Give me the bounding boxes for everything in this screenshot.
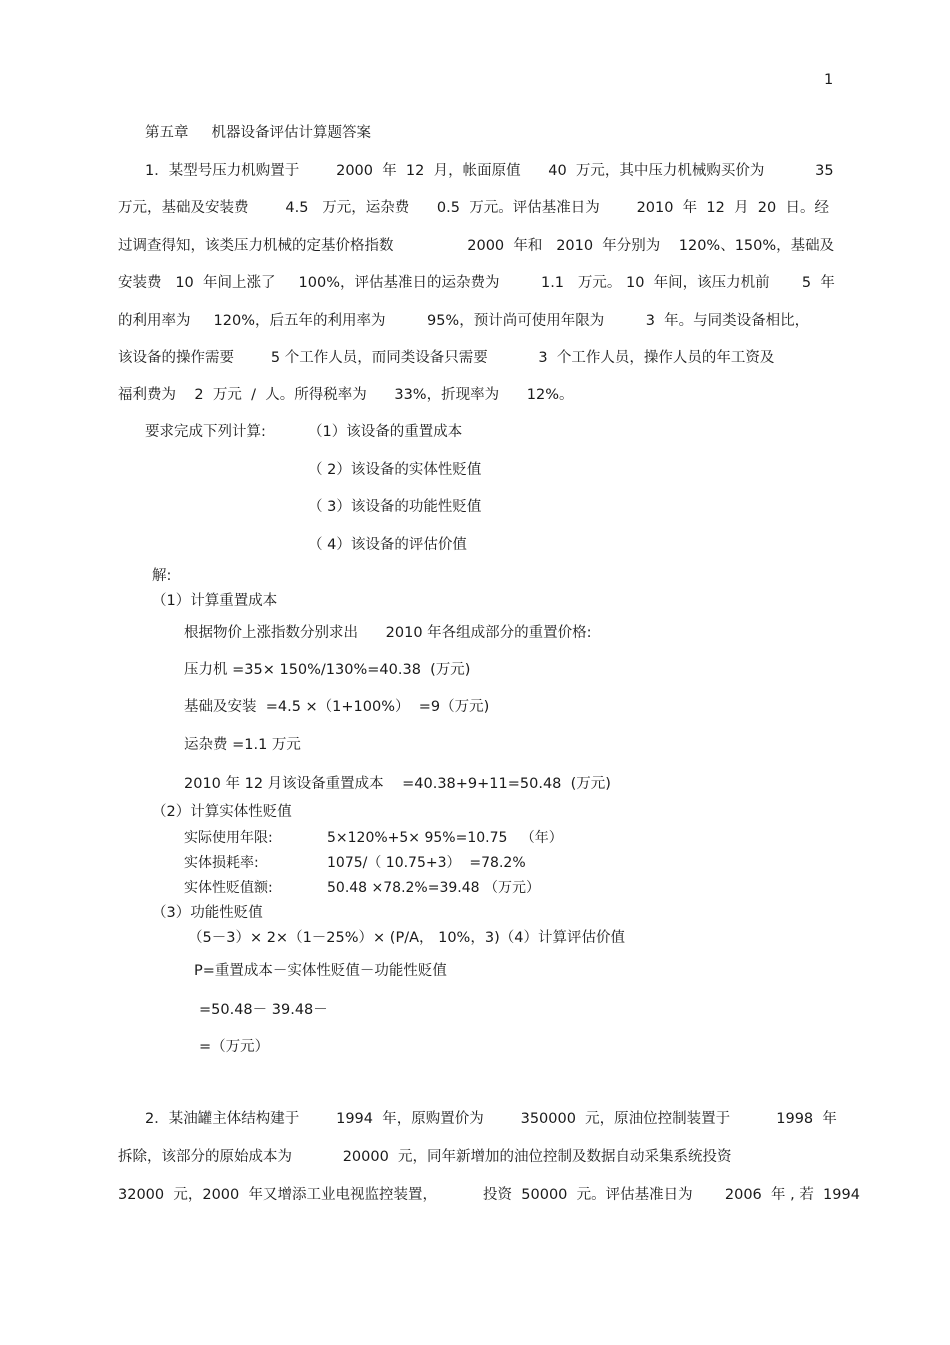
q2-line: 拆除，该部分的原始成本为 20000 元，同年新增加的油位控制及数据自动采集系统投资 xyxy=(118,1149,732,1165)
step-2-key: 实体性贬值额: xyxy=(184,880,273,896)
task-item: （ 2）该设备的实体性贬值 xyxy=(308,462,482,478)
step-1-line: 压力机 =35× 150%/130%=40.38 (万元) xyxy=(184,662,471,678)
q1-line: 该设备的操作需要 5 个工作人员，而同类设备只需要 3 个工作人员，操作人员的年工资及 xyxy=(118,350,775,366)
solution-label: 解: xyxy=(152,568,172,584)
step-1-line: 根据物价上涨指数分别求出 2010 年各组成部分的重置价格: xyxy=(184,625,592,641)
q1-line: 1．某型号压力机购置于 2000 年 12 月，帐面原值 40 万元，其中压力机械购买价为 35 xyxy=(145,163,834,179)
step-1-line: 2010 年 12 月该设备重置成本 =40.38+9+11=50.48 (万元) xyxy=(184,776,611,792)
requirement-label: 要求完成下列计算: xyxy=(145,424,266,440)
q2-line: 2．某油罐主体结构建于 1994 年，原购置价为 350000 元，原油位控制装置于 1998 年 xyxy=(145,1111,837,1127)
step-3-line: =50.48－ 39.48－ xyxy=(199,1002,328,1018)
step-2-key: 实体损耗率: xyxy=(184,855,259,871)
q1-line: 福利费为 2 万元 / 人。所得税率为 33%，折现率为 12%。 xyxy=(118,387,574,403)
q1-line: 的利用率为 120%，后五年的利用率为 95%，预计尚可使用年限为 3 年。与同类设备相比， xyxy=(118,313,810,329)
step-3-line: =（万元） xyxy=(199,1039,270,1055)
task-item: （ 4）该设备的评估价值 xyxy=(308,537,467,553)
step-1-line: 运杂费 =1.1 万元 xyxy=(184,737,301,753)
step-1-title: （1）计算重置成本 xyxy=(152,593,278,609)
page-number: 1 xyxy=(824,72,834,88)
step-2-value: 1075/（ 10.75+3） =78.2% xyxy=(327,855,526,871)
step-3-title: （3）功能性贬值 xyxy=(152,905,263,921)
step-2-title: （2）计算实体性贬值 xyxy=(152,804,292,820)
step-2-key: 实际使用年限: xyxy=(184,830,273,846)
step-2-value: 50.48 ×78.2%=39.48 （万元） xyxy=(327,880,540,896)
q1-line: 过调查得知，该类压力机械的定基价格指数 2000 年和 2010 年分别为 120%、150%，基础及 xyxy=(118,238,835,254)
q1-line: 万元，基础及安装费 4.5 万元，运杂费 0.5 万元。评估基准日为 2010 年 12 月 20 日。经 xyxy=(118,200,829,216)
step-3-line: （5－3）× 2×（1－25%）× (P/A， 10%，3)（4）计算评估价值 xyxy=(188,930,625,946)
q1-line: 安装费 10 年间上涨了 100%，评估基准日的运杂费为 1.1 万元。 10 年间，该压力机前 5 年 xyxy=(118,275,835,291)
step-3-line: P=重置成本－实体性贬值－功能性贬值 xyxy=(194,963,447,979)
q2-line: 32000 元，2000 年又增添工业电视监控装置， 投资 50000 元。评估基准日为 2006 年 , 若 1994 xyxy=(118,1187,860,1203)
chapter-heading: 第五章 机器设备评估计算题答案 xyxy=(145,125,372,141)
task-item: （1）该设备的重置成本 xyxy=(308,424,463,440)
task-item: （ 3）该设备的功能性贬值 xyxy=(308,499,482,515)
step-2-value: 5×120%+5× 95%=10.75 （年） xyxy=(327,830,563,846)
step-1-line: 基础及安装 =4.5 ×（1+100%） =9（万元) xyxy=(184,699,490,715)
